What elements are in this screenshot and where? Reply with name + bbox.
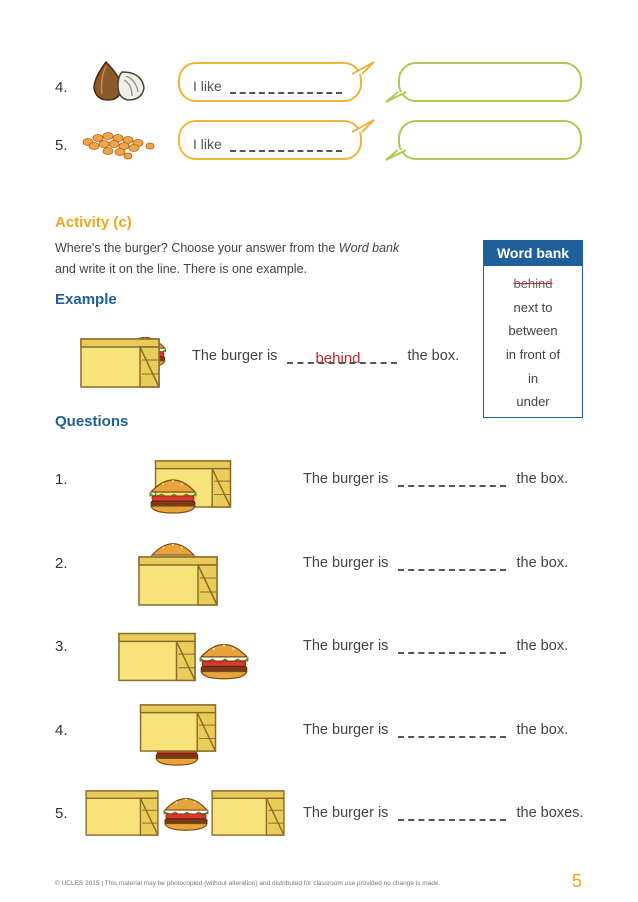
sentence-prefix: The burger is <box>303 555 389 571</box>
food-row-number: 4. <box>55 79 68 96</box>
crate-icon <box>118 632 196 682</box>
sentence-suffix: the box. <box>516 471 569 487</box>
question-5-picture <box>84 788 289 838</box>
question-sentence <box>303 638 568 654</box>
question-3-picture <box>118 628 253 684</box>
answer-line[interactable] <box>398 736 506 738</box>
question-number: 4. <box>55 722 68 739</box>
lentils-icon <box>78 128 160 160</box>
i-like-label <box>193 136 342 152</box>
word-bank <box>483 240 583 418</box>
i-like-text: I like <box>193 136 222 152</box>
sentence-suffix: the box. <box>516 555 569 571</box>
example-picture <box>78 330 170 388</box>
answer-line[interactable] <box>398 569 506 571</box>
burger-icon <box>162 792 210 832</box>
burger-icon <box>198 638 250 680</box>
instruction-emphasis: Word bank <box>338 241 400 255</box>
sentence-suffix: the box. <box>516 638 569 654</box>
question-sentence <box>303 555 568 571</box>
question-number: 1. <box>55 471 68 488</box>
i-like-text: I like <box>193 78 222 94</box>
sentence-prefix: The burger is <box>192 348 278 364</box>
page-number: 5 <box>572 871 583 891</box>
answer-line[interactable] <box>230 150 342 152</box>
answer-line[interactable] <box>398 819 506 821</box>
example-answer: behind <box>315 350 361 367</box>
sentence-suffix: the box. <box>407 348 460 364</box>
sentence-prefix: The burger is <box>303 638 389 654</box>
bubble-tail-icon <box>384 148 408 162</box>
question-number: 2. <box>55 555 68 572</box>
question-2-picture <box>138 538 220 606</box>
bubble-tail-icon <box>350 60 376 76</box>
crate-icon <box>138 704 218 752</box>
instruction-text: Where's the burger? Choose your answer from the <box>55 241 339 255</box>
word-bank-item: between <box>508 323 558 339</box>
sentence-prefix: The burger is <box>303 805 389 821</box>
word-bank-item: behind <box>513 276 553 291</box>
questions-heading: Questions <box>55 413 129 430</box>
food-row-number: 5. <box>55 137 68 154</box>
sentence-suffix: the boxes. <box>516 805 584 821</box>
activity-title: Activity (c) <box>55 214 132 231</box>
i-like-label <box>193 78 342 94</box>
word-bank-item: in front of <box>505 347 561 363</box>
question-4-picture <box>136 704 220 766</box>
bubble-tail-icon <box>384 90 408 104</box>
bubble-tail-icon <box>350 118 376 134</box>
word-bank-item: in <box>527 370 539 386</box>
crate-icon <box>210 790 286 836</box>
sentence-suffix: the box. <box>516 722 569 738</box>
word-bank-item: under <box>516 394 550 410</box>
onion-icon <box>86 58 148 102</box>
crate-icon <box>84 790 160 836</box>
question-number: 5. <box>55 805 68 822</box>
example-answer-line <box>287 350 397 367</box>
word-bank-title: Word bank <box>484 241 582 266</box>
answer-line[interactable] <box>398 485 506 487</box>
sentence-prefix: The burger is <box>303 722 389 738</box>
copyright-footer: © UCLES 2015 | This material may be photocopied (without alteration) and distributed for classroom use provided no change is made. <box>55 880 441 887</box>
sentence-prefix: The burger is <box>303 471 389 487</box>
answer-line[interactable] <box>398 652 506 654</box>
crate-icon <box>138 556 218 606</box>
question-number: 3. <box>55 638 68 655</box>
question-sentence <box>303 805 583 821</box>
reply-bubble-food-4[interactable] <box>398 62 582 102</box>
question-1-picture <box>148 458 234 518</box>
example-sentence <box>192 348 460 367</box>
example-heading: Example <box>55 291 117 308</box>
instruction-text-line2: and write it on the line. There is one example. <box>55 262 307 276</box>
reply-bubble-food-5[interactable] <box>398 120 582 160</box>
question-sentence <box>303 722 568 738</box>
answer-line[interactable] <box>230 92 342 94</box>
crate-icon <box>78 338 162 388</box>
word-bank-item: next to <box>513 299 553 315</box>
activity-instruction <box>55 238 455 280</box>
burger-icon <box>148 474 198 514</box>
question-sentence <box>303 471 568 487</box>
